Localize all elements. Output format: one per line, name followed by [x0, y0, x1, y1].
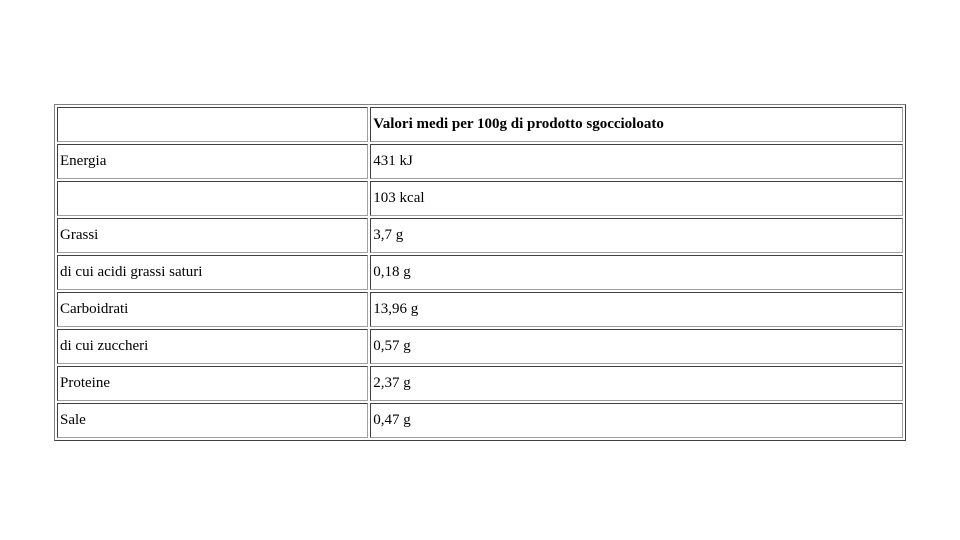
- nutrient-label: [57, 181, 368, 216]
- table-row: [57, 181, 903, 216]
- nutrient-label: Sale: [57, 403, 368, 438]
- nutrient-value: 3,7 g: [370, 218, 903, 253]
- header-value-cell: Valori medi per 100g di prodotto sgoccioloato: [370, 107, 903, 142]
- nutrient-label: di cui acidi grassi saturi: [57, 255, 368, 290]
- nutrient-value: 103 kcal: [370, 181, 903, 216]
- table-row: [57, 329, 903, 364]
- nutrient-value: 2,37 g: [370, 366, 903, 401]
- nutrient-label: Energia: [57, 144, 368, 179]
- header-label-cell: [57, 107, 368, 142]
- nutrition-table: [54, 104, 906, 441]
- nutrient-label: Proteine: [57, 366, 368, 401]
- nutrient-label: di cui zuccheri: [57, 329, 368, 364]
- table-row: [57, 366, 903, 401]
- nutrient-value: 0,18 g: [370, 255, 903, 290]
- nutrient-value: 13,96 g: [370, 292, 903, 327]
- table-row: [57, 144, 903, 179]
- nutrient-label: Grassi: [57, 218, 368, 253]
- nutrient-label: Carboidrati: [57, 292, 368, 327]
- nutrient-value: 0,47 g: [370, 403, 903, 438]
- nutrient-value: 0,57 g: [370, 329, 903, 364]
- table-header-row: [57, 107, 903, 142]
- table-row: [57, 255, 903, 290]
- table-row: [57, 403, 903, 438]
- table-row: [57, 292, 903, 327]
- nutrient-value: 431 kJ: [370, 144, 903, 179]
- table-row: [57, 218, 903, 253]
